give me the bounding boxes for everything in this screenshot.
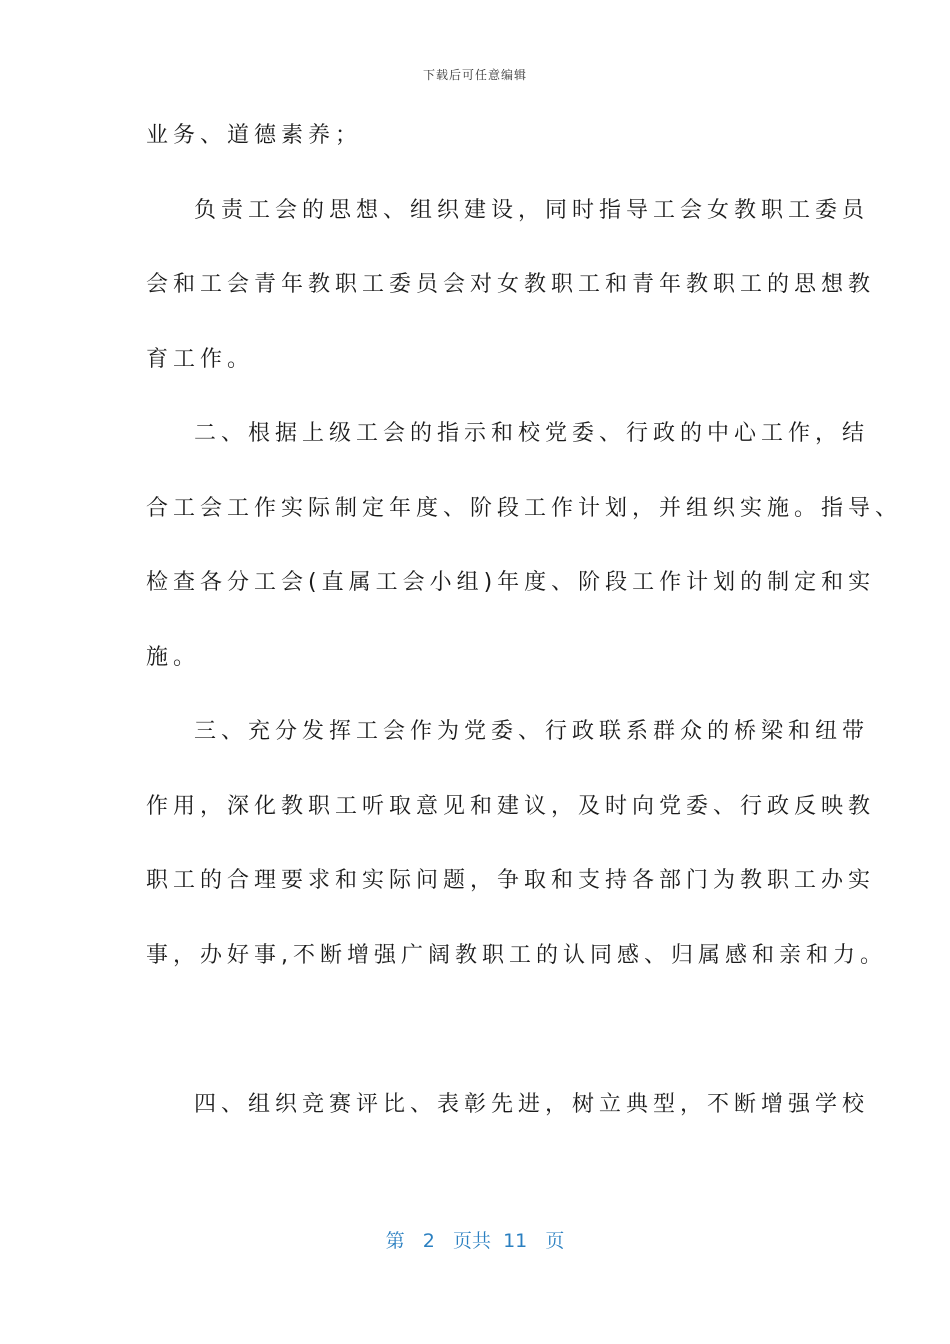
footer-prefix: 第	[385, 1230, 405, 1252]
header-text: 下载后可任意编辑	[422, 68, 527, 82]
paragraph-line: 施。	[146, 644, 201, 670]
paragraph-gap	[146, 1010, 796, 1085]
paragraph-line: 业务、道德素养；	[146, 123, 363, 148]
paragraph-line: 负责工会的思想、组织建设，同时指导工会女教职工委员	[194, 197, 870, 223]
paragraph-line: 三、充分发挥工会作为党委、行政联系群众的桥梁和纽带	[194, 719, 870, 744]
paragraph-line: 四、组织竞赛评比、表彰先进，树立典型，不断增强学校	[194, 1091, 870, 1117]
paragraph-line: 作用，深化教职工听取意见和建议，及时向党委、行政反映教	[146, 793, 876, 819]
footer-total-pages: 11	[503, 1230, 528, 1252]
document-body	[146, 116, 903, 1159]
paragraph-line: 检查各分工会(直属工会小组)年度、阶段工作计划的制定和实	[146, 570, 876, 595]
paragraph-line: 职工的合理要求和实际问题，争取和支持各部门为教职工办实	[146, 868, 876, 893]
footer-suffix: 页	[545, 1230, 565, 1252]
paragraph-line: 育工作。	[146, 346, 255, 372]
paragraph-line: 会和工会青年教职工委员会对女教职工和青年教职工的思想教	[146, 272, 876, 297]
page-number-footer	[0, 1226, 950, 1253]
paragraph-line: 合工会工作实际制定年度、阶段工作计划，并组织实施。指导、	[146, 495, 903, 521]
paragraph-line: 事，办好事,不断增强广阔教职工的认同感、归属感和亲和力。	[146, 942, 887, 968]
page-header	[0, 66, 950, 83]
footer-middle: 页共	[452, 1230, 491, 1252]
footer-current-page: 2	[422, 1230, 435, 1252]
paragraph-line: 二、根据上级工会的指示和校党委、行政的中心工作，结	[194, 421, 870, 446]
